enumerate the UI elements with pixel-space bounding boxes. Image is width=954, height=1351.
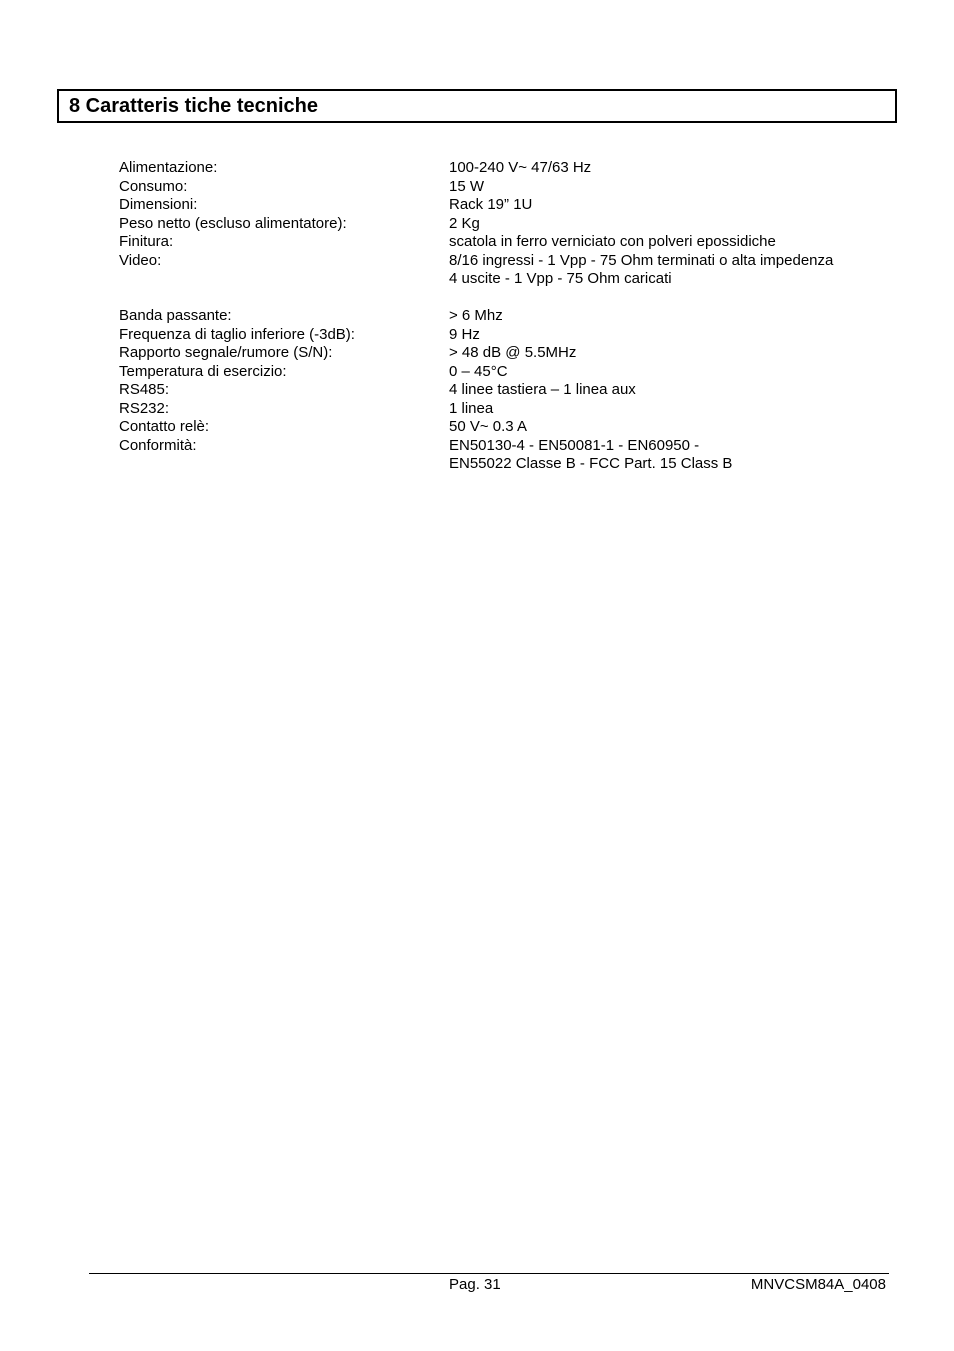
- spec-value: 1 linea: [449, 399, 494, 417]
- spec-row: [119, 307, 879, 326]
- spec-label: Consumo:: [119, 177, 188, 195]
- spec-label: Rapporto segnale/rumore (S/N):: [119, 344, 333, 361]
- spec-value: Rack 19” 1U: [449, 196, 533, 213]
- spec-row: [119, 159, 879, 178]
- spec-label: Temperatura di esercizio:: [119, 362, 287, 380]
- spec-spacer: [119, 289, 879, 308]
- spec-row: [119, 178, 879, 197]
- spec-value: 50 V~ 0.3 A: [449, 418, 527, 435]
- spec-row: [119, 363, 879, 382]
- spec-label: Conformità:: [119, 436, 197, 454]
- spec-row: [119, 326, 879, 345]
- spec-label: Finitura:: [119, 233, 174, 250]
- spec-value: EN55022 Classe B - FCC Part. 15 Class B: [449, 455, 733, 472]
- spec-value: 9 Hz: [449, 325, 480, 343]
- page-number: Pag. 31: [449, 1276, 501, 1293]
- spec-row: [119, 455, 879, 474]
- spec-value: 4 uscite - 1 Vpp - 75 Ohm caricati: [449, 270, 672, 287]
- spec-value: scatola in ferro verniciato con polveri epossidiche: [449, 233, 776, 250]
- spec-value: 4 linee tastiera – 1 linea aux: [449, 381, 636, 398]
- spec-value: 2 Kg: [449, 214, 480, 232]
- document-code: MNVCSM84A_0408: [750, 1276, 886, 1293]
- section-title: 8 Caratteris tiche tecniche: [69, 95, 318, 117]
- spec-label: RS232:: [119, 399, 170, 417]
- spec-row: [119, 215, 879, 234]
- spec-row: [119, 344, 879, 363]
- spec-value: > 6 Mhz: [449, 307, 503, 324]
- spec-value: 0 – 45°C: [449, 362, 508, 380]
- spec-row: [119, 400, 879, 419]
- spec-value: 15 W: [449, 177, 485, 195]
- spec-row: [119, 270, 879, 289]
- spec-table: [119, 159, 879, 474]
- section-header-box: [57, 89, 897, 123]
- spec-row: [119, 233, 879, 252]
- spec-label: RS485:: [119, 381, 170, 398]
- spec-label: Frequenza di taglio inferiore (-3dB):: [119, 325, 355, 343]
- spec-label: Banda passante:: [119, 307, 232, 324]
- spec-label: Video:: [119, 251, 162, 269]
- spec-row: [119, 437, 879, 456]
- spec-value: > 48 dB @ 5.5MHz: [449, 344, 577, 361]
- spec-row: [119, 196, 879, 215]
- spec-value: 8/16 ingressi - 1 Vpp - 75 Ohm terminati o alta impedenza: [449, 251, 834, 269]
- spec-row: [119, 418, 879, 437]
- spec-label: Alimentazione:: [119, 159, 218, 176]
- spec-value: EN50130-4 - EN50081-1 - EN60950 -: [449, 436, 700, 454]
- spec-value: 100-240 V~ 47/63 Hz: [449, 159, 592, 176]
- spec-label: Dimensioni:: [119, 196, 198, 213]
- spec-label: Peso netto (escluso alimentatore):: [119, 214, 347, 232]
- spec-row: [119, 381, 879, 400]
- spec-row: [119, 252, 879, 271]
- footer-divider: [89, 1273, 889, 1274]
- spec-label: Contatto relè:: [119, 418, 210, 435]
